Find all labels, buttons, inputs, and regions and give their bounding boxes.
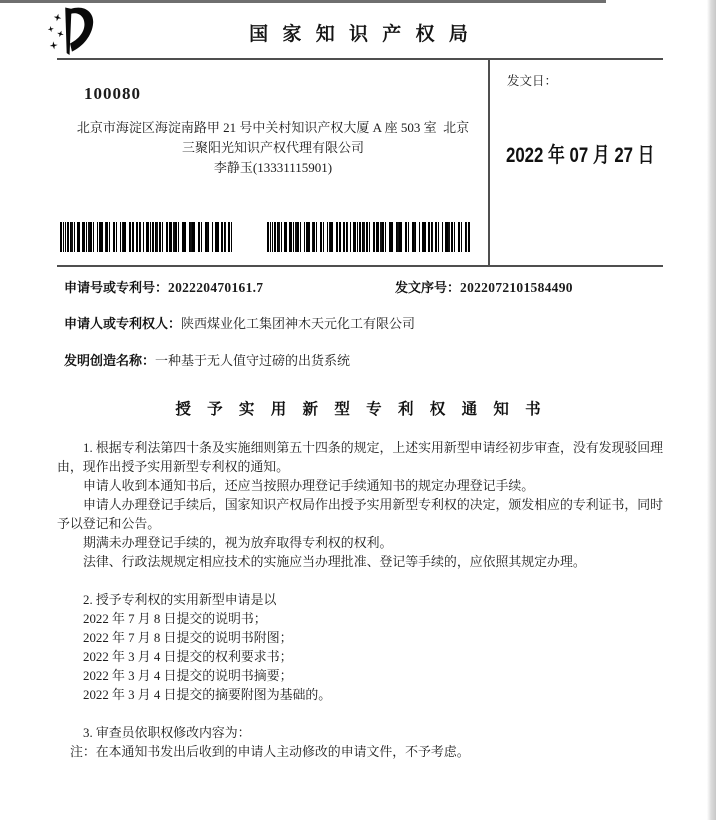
header-rule	[57, 58, 663, 60]
body-line: 注：在本通知书发出后收到的申请人主动修改的申请文件，不予考虑。	[70, 745, 470, 759]
body-line: 3. 审查员依职权修改内容为：	[83, 726, 251, 740]
postal-code: 100080	[84, 84, 141, 103]
scan-edge-shadow	[707, 0, 716, 820]
application-no-value: 202220470161.7	[168, 280, 264, 295]
dispatch-date-label: 发文日：	[507, 74, 558, 88]
body-line	[57, 705, 687, 724]
notice-body	[57, 439, 687, 762]
dispatch-no-group	[388, 277, 573, 296]
body-line: 期满未办理登记手续的，视为放弃取得专利权的权利。	[83, 536, 393, 550]
invention-title-row	[57, 350, 663, 369]
address-line-3: 李静玉(13331115901)	[213, 160, 333, 175]
applicant-row	[57, 313, 663, 332]
dispatch-no-label: 发文序号：	[395, 280, 461, 295]
address-line-1: 北京市海淀区海淀南路甲 21 号中关村知识产权大厦 A 座 503 室 北京	[76, 120, 470, 135]
body-line: 由，现作出授予实用新型专利权的通知。	[57, 460, 290, 474]
body-line: 2022 年 7 月 8 日提交的说明书附图；	[83, 631, 293, 645]
invention-value: 一种基于无人值守过磅的出货系统	[155, 353, 351, 368]
barcode-right	[267, 222, 470, 252]
invention-label: 发明创造名称：	[64, 353, 156, 368]
address-line-2: 三聚阳光知识产权代理有限公司	[181, 140, 364, 155]
applicant-label: 申请人或专利权人：	[64, 316, 182, 331]
body-line: 2022 年 3 月 4 日提交的说明书摘要；	[83, 669, 293, 683]
body-line: 2022 年 3 月 4 日提交的权利要求书；	[83, 650, 293, 664]
body-line: 2022 年 7 月 8 日提交的说明书；	[83, 612, 267, 626]
dispatch-no-value: 2022072101584490	[460, 280, 573, 295]
body-line: 予以登记和公告。	[57, 517, 161, 531]
body-line: 申请人收到本通知书后，还应当按照办理登记手续通知书的规定办理登记手续。	[83, 479, 535, 493]
body-line: 申请人办理登记手续后，国家知识产权局作出授予实用新型专利权的决定，颁发相应的专利证书，同时	[83, 498, 664, 512]
body-line: 2. 授予专利权的实用新型申请是以	[83, 593, 277, 607]
section-rule	[57, 265, 663, 267]
row-separator	[0, 2, 606, 3]
applicant-value: 陕西煤业化工集团神木天元化工有限公司	[181, 316, 416, 331]
body-line: 法律、行政法规规定相应技术的实施应当办理批准、登记等手续的，应依照其规定办理。	[83, 555, 586, 569]
body-line: 1. 根据专利法第四十条及实施细则第五十四条的规定，上述实用新型申请经初步审查，没有发现驳回理	[83, 441, 664, 455]
body-line	[57, 572, 687, 591]
notice-title: 授 予 实 用 新 型 专 利 权 通 知 书	[175, 401, 545, 418]
barcode-left	[60, 222, 234, 252]
body-line: 2022 年 3 月 4 日提交的摘要附图为基础的。	[83, 688, 332, 702]
application-number-row	[57, 277, 663, 296]
org-title: 国 家 知 识 产 权 局	[249, 24, 471, 45]
dispatch-date-value: 2022 年 07 月 27 日	[506, 144, 655, 167]
application-no-label: 申请号或专利号：	[64, 280, 169, 295]
